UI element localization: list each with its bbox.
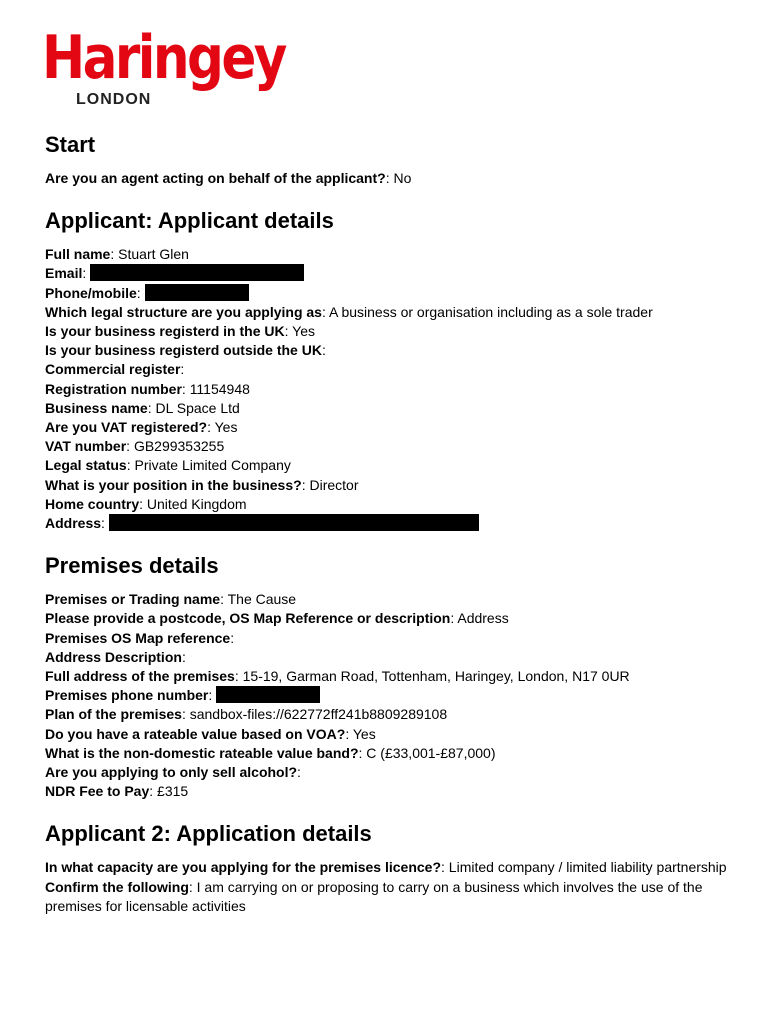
redaction-block: [109, 514, 479, 531]
field-label: Phone/mobile: [45, 284, 137, 301]
field-value: I am carrying on or proposing to carry on a business which involves the use of the premises for licensable activities: [45, 878, 703, 914]
field-row: Do you have a rateable value based on VOA?: Yes: [45, 725, 376, 742]
field-label: Commercial register: [45, 361, 181, 378]
field-value: sandbox-files://622772ff241b8809289108: [189, 706, 448, 723]
field-row: Are you VAT registered?: Yes: [45, 419, 238, 436]
field-value: Yes: [292, 323, 315, 340]
field-row: Address:: [45, 514, 735, 533]
field-label: Business name: [45, 399, 148, 416]
field-label: Address: [45, 515, 102, 532]
field-value: Limited company / limited liability partnership: [448, 859, 727, 876]
section-applicant-2: [45, 819, 735, 916]
field-value: Yes: [214, 419, 238, 436]
field-row: Premises phone number:: [45, 686, 735, 705]
field-row: Email:: [45, 264, 735, 283]
field-row: Registration number: 11154948: [45, 380, 250, 397]
field-value: United Kingdom: [146, 495, 247, 512]
logo-wordmark: Haringey: [42, 23, 285, 93]
field-row: Legal status: Private Limited Company: [45, 457, 291, 474]
document-body: [45, 130, 735, 916]
redaction-block: [90, 264, 304, 281]
field-row: Commercial register:: [45, 361, 185, 378]
field-label: NDR Fee to Pay: [45, 783, 150, 800]
field-label: Are you applying to only sell alcohol?: [45, 764, 298, 781]
field-row: Premises OS Map reference:: [45, 629, 235, 646]
field-label: Is your business registerd in the UK: [45, 323, 285, 340]
field-label: Plan of the premises: [45, 706, 182, 723]
section-title-applicant-2: Applicant 2: Application details: [45, 821, 372, 847]
field-list: [45, 590, 735, 801]
field-row: Confirm the following: I am carrying on or proposing to carry on a business which involves the use of the premises for licensable activities: [45, 878, 703, 914]
field-value: £315: [157, 783, 189, 800]
field-value: Yes: [352, 725, 376, 742]
section-applicant: [45, 206, 735, 533]
field-row: VAT number: GB299353255: [45, 438, 225, 455]
field-row: Plan of the premises: sandbox-files://622772ff241b8809289108: [45, 706, 448, 723]
field-row: Address Description:: [45, 648, 186, 665]
field-value: 15-19, Garman Road, Tottenham, Haringey, London, N17 0UR: [242, 668, 630, 685]
section-start: [45, 130, 735, 188]
field-label: Registration number: [45, 380, 182, 397]
field-label: Home country: [45, 495, 140, 512]
field-label: Please provide a postcode, OS Map Reference or description: [45, 610, 451, 627]
field-list: [45, 858, 735, 916]
field-value: C (£33,001-£87,000): [366, 744, 496, 761]
field-value: GB299353255: [133, 438, 225, 455]
field-value: Director: [309, 476, 359, 493]
field-row: Are you an agent acting on behalf of the applicant?: No: [45, 170, 412, 186]
field-label: Premises phone number: [45, 687, 209, 704]
field-label: In what capacity are you applying for the premises licence?: [45, 859, 442, 876]
field-label: Premises or Trading name: [45, 591, 221, 608]
field-row: Are you applying to only sell alcohol?:: [45, 764, 301, 781]
field-row: Please provide a postcode, OS Map Reference or description: Address: [45, 610, 509, 627]
field-row: Which legal structure are you applying as: A business or organisation including as a sole trader: [45, 303, 653, 320]
field-value: A business or organisation including as a sole trader: [328, 303, 653, 320]
section-title-applicant: Applicant: Applicant details: [45, 208, 334, 234]
field-row: In what capacity are you applying for the premises licence?: Limited company / limited liability partnership: [45, 859, 727, 876]
field-label: Which legal structure are you applying as: [45, 303, 322, 320]
field-value: Address: [457, 610, 509, 627]
field-label: Legal status: [45, 457, 127, 474]
field-row: Full address of the premises: 15-19, Garman Road, Tottenham, Haringey, London, N17 0UR: [45, 668, 630, 685]
field-list: [45, 245, 735, 533]
field-value: Private Limited Company: [134, 457, 291, 474]
field-label: Confirm the following: [45, 878, 189, 895]
field-label: Address Description: [45, 648, 182, 665]
field-label: Do you have a rateable value based on VOA?: [45, 725, 346, 742]
field-row: Is your business registerd in the UK: Yes: [45, 323, 315, 340]
field-row: What is the non-domestic rateable value band?: C (£33,001-£87,000): [45, 744, 496, 761]
field-label: Is your business registerd outside the UK: [45, 342, 322, 359]
field-value: The Cause: [227, 591, 297, 608]
field-label: What is your position in the business?: [45, 476, 302, 493]
field-row: Is your business registerd outside the UK:: [45, 342, 326, 359]
field-row: Home country: United Kingdom: [45, 495, 247, 512]
field-label: Email: [45, 265, 83, 282]
field-label: Are you an agent acting on behalf of the applicant?: [45, 170, 386, 186]
redaction-block: [216, 686, 320, 703]
haringey-london-logo: [42, 23, 285, 112]
field-label: VAT number: [45, 438, 127, 455]
logo-subtitle: LONDON: [76, 91, 152, 108]
redaction-block: [145, 284, 249, 301]
section-title-premises: Premises details: [45, 553, 219, 579]
field-list: [45, 169, 735, 188]
section-premises: [45, 551, 735, 801]
field-row: Full name: Stuart Glen: [45, 246, 189, 263]
field-row: Phone/mobile:: [45, 284, 735, 303]
field-label: Full name: [45, 246, 111, 263]
field-row: Premises or Trading name: The Cause: [45, 591, 297, 608]
field-label: Full address of the premises: [45, 668, 235, 685]
field-label: Premises OS Map reference: [45, 629, 231, 646]
field-label: Are you VAT registered?: [45, 419, 208, 436]
section-title-start: Start: [45, 132, 96, 157]
field-value: 11154948: [189, 380, 250, 397]
field-row: NDR Fee to Pay: £315: [45, 783, 189, 800]
field-label: What is the non-domestic rateable value band?: [45, 744, 359, 761]
field-row: What is your position in the business?: Director: [45, 476, 359, 493]
field-value: DL Space Ltd: [155, 399, 240, 416]
field-value: Stuart Glen: [118, 246, 189, 263]
field-value: No: [393, 170, 412, 186]
field-row: Business name: DL Space Ltd: [45, 399, 240, 416]
